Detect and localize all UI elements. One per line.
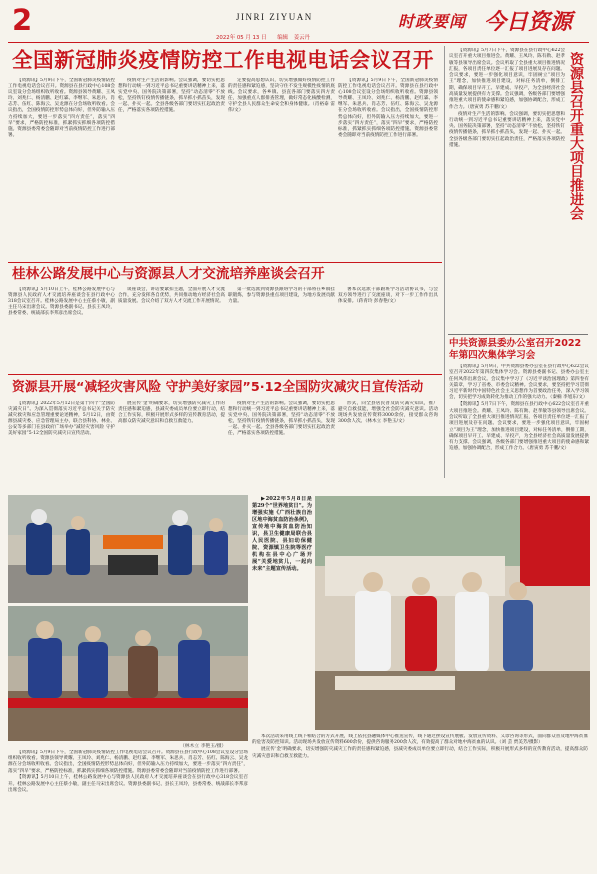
story1-headline: 全国新冠肺炎疫情防控工作电视电话会议召开: [12, 48, 434, 72]
section-title: 时政要闻: [398, 12, 467, 31]
story2-col-4-text: 署本次选派干部跟班学习活动协议书，与会双方领导进行了交流座谈，对下一步工作作出具体安排。（蒋青玲 彭春艳/文）: [338, 287, 438, 305]
story3-col-2: [118, 401, 225, 491]
story5-text: 【资源讯】5月9日，中共资源县委办公室在县行政中心622会议室召开2022年第四次集体学习会。资源县委副书记、县委办公室主任何凤伟出席会议。会议集中学习了《习近平谈治国理政》第四卷有关篇章，学习了省委、市委会议精神。会议要求，要坚持把学习贯彻习近平新时代中国特色社会主义思想作为首要政治任务，深入学习领会，切实把学习成效转化为推动工作的强大动力。（秦楠 李旭东/文）: [449, 364, 589, 401]
issue-date: 2022年 05 月 13 日: [216, 35, 267, 41]
story6-bottom: [252, 734, 588, 866]
story3-col-1-text: 【资源讯】2022年5月12日是第十四个“全国防灾减灾日”。为深入贯彻落实习近平总书记关于防灾减灾救灾和应急管理重要论述精神，5月12日，由资源县减灾委、应急管理局主办，联合县科协、林业、公安等多部门在县政府广场举办“减轻灾害风险 守护美好家园”5·12全国防灾减灾日宣传活动。: [8, 401, 115, 437]
story2-headline: 桂林公路发展中心与资源县人才交流培养座谈会召开: [12, 266, 325, 282]
masthead-rule: [8, 42, 589, 43]
story6-bottom-text: 本次活动采用线上线下相结合的方式开展，线上依托县融媒体中心推送宣传，线下通过摆设宣传展板、发放宣传资料、义诊咨询等形式，面向群众普及地中海贫血的危害及防控知识。活动现场共发放宣传资料600余份，提供咨询服务200余人次，有效提高了群众对地中海贫血的认识。（刘 芸 贾美芳/摄影）: [252, 734, 588, 746]
column-divider: [444, 46, 445, 478]
rescue-drill-photo: [8, 495, 248, 603]
story1-col-2: [118, 78, 225, 258]
story1-col-3: [228, 78, 335, 258]
story4-sidebar-headline: 资源县召开重大项目推进会: [568, 52, 584, 220]
story5-text-more: 【资源讯】5月7日下午，资源县在县行政中心622会议室召开重大项目推进会。黄耀、王凤玲、陈有勋、赵孝敏等县领导出席会议。会议听取了全县重大项目推进情况汇报，各项目责任单位逐一汇报了项目进展及存在问题。会议要求，要进一步强化项目意识，牢固树立“项目为王”理念，加快推进项目建设，对标任务清单，倒排工期，确保项目早开工、早建成、早投产，为全县经济社会高质量发展提供有力支撑。会议强调，各级各部门要增强推进重大项目的使命感和紧迫感，加强协调配合，形成工作合力。（唐寅勇 苏千鹏/文）: [449, 402, 589, 452]
story6-intro-text: ▶2022年5月8日是第29个“世界地贫日”。为增强实施《广西壮族自治区地中海贫血防治条例》，宣传地中海贫血防治知识，县卫生健康局联合县人民医院、县妇幼保健院、资源镇卫生院等医疗机构在县中心广场开展“关爱地贫儿，一起向未来”主题宣传活动。: [252, 496, 312, 572]
story1-col-1: [8, 78, 115, 258]
section-rule-5: [448, 334, 588, 335]
story2-col-1: [8, 287, 115, 375]
story5-headline: 中共资源县委办公室召开2022年第四次集体学习会: [449, 338, 582, 361]
story3-col-4-text: 形式，向全县居民普及防灾减灾知识，推广避灾自救技能，增强全社会防灾减灾意识。活动现场共发放宣传资料3000余份，接受群众咨询300余人次。（林木立 李艳玉/文）: [338, 401, 438, 425]
story3-continue: [8, 750, 248, 866]
photo-caption: （林木立 李艳玉/摄）: [180, 744, 227, 749]
story3-continue-text: 【资源讯】5月9日下午，全国新冠肺炎疫情防控工作电视电话会议召开。资源县在县行政中心108会议室设分会场组织收听收看。资源县领导黄耀、王凤玲、刘兆仁、杨清鹏、赵红霖、李继军、朱思兵、肖志芳、伍红、陈海云、吴龙源在分会场收听收看。会议指出，全国疫情防控形势总体向好，但外防输入压力持续加大，要进一步落实“四方责任”，落实“四早”要求，严格防控标准，抓紧抓实抓细各项防控措施。资源县委常委会随即对当前疫情防控工作进行部署。: [8, 750, 248, 774]
story3-col-1: [8, 401, 115, 491]
story1-col-2-text: 疫情对生产生活的影响。会议强调，要切实把思想和行动统一到习近平总书记重要讲话精神上来，落实党中央、国务院决策部署，坚持“动态清零”不放松，坚持铁钉疫情传播链条，抓早抓小抓苗头，发现一起、扑灭一起。全县各级各部门要切实扛起政治责任，严格落实各项防控措施。: [118, 78, 225, 114]
story2-col-3-text: 第一批选派到资源县跟班学习的干部将在乡镇挂职锻炼，参与资源县重点项目建设，为地方发展贡献力量。: [228, 287, 335, 305]
story1-col-4: [338, 78, 438, 258]
page-number: 2: [12, 3, 33, 37]
story4-text: 【资源讯】5月7日下午，资源县在县行政中心622会议室召开重大项目推进会。黄耀、王凤玲、陈有勋、赵孝敏等县领导出席会议。会议听取了全县重大项目推进情况汇报，各项目责任单位逐一汇报了项目进展及存在问题。会议要求，要进一步强化项目意识，牢固树立“项目为王”理念，加快推进项目建设，对标任务清单，倒排工期，确保项目早开工、早建成、早投产，为全县经济社会高质量发展提供有力支撑。会议强调，各级各部门要增强推进重大项目的使命感和紧迫感，加强协调配合，形成工作合力。（唐寅勇 苏千鹏/文）: [449, 48, 565, 110]
masthead-logo: 今日资源: [484, 9, 573, 35]
propaganda-stand-photo: [8, 606, 248, 741]
story2-col-3: [228, 287, 335, 375]
story3-col-3: [228, 401, 335, 491]
story6-intro: [252, 496, 312, 731]
editor-label: 编辑: [277, 35, 288, 41]
story4-text-more: 疫情对生产生活的影响。会议强调，要切实把思想和行动统一到习近平总书记重要讲话精神上来，落实党中央、国务院决策部署，坚持“动态清零”不放松，坚持铁钉疫情传播链条，抓早抓小抓苗头，发现一起、扑灭一起。全县各级各部门要切实扛起政治责任，严格落实各项防控措施。: [449, 111, 565, 149]
story3-col-4: [338, 401, 438, 491]
story2-col-4: [338, 287, 438, 375]
story2-col-1-text: 【资源讯】5月10日上午，桂林公路发展中心与资源县人民政府人才交流培养座谈会在县行政中心318会议室召开。桂林公路发展中心主任蔡小敏，副主任马宋出席会议。资源县委副书记、县长王凤玲，县委常委、统战部长李邦彦出席会议。: [8, 287, 115, 317]
editor-name: 姜云丹: [293, 35, 310, 41]
story1-col-1-text: 【资源讯】5月9日下午，全国新冠肺炎疫情防控工作电视电话会议召开。资源县在县行政中心108会议室设分会场组织收听收看。资源县领导黄耀、王凤玲、刘兆仁、杨清鹏、赵红霖、李继军、朱思兵、肖志芳、伍红、陈海云、吴龙源在分会场收听收看。会议指出，全国疫情防控形势总体向好，但外防输入压力持续加大，要进一步落实“四方责任”，落实“四早”要求，严格防控标准，抓紧抓实抓细各项防控措施。资源县委常委会随即对当前疫情防控工作进行部署。: [8, 78, 115, 138]
story4-body: [449, 48, 565, 324]
story3-col-2-text: 展宣传‘金’明确要求，切实增强防灾减灾工作的责任感和紧迫感，县减灾委成员单位要立即行动，结合工作实际，积极开展形式多样的宣传教育活动，提高群众防灾减灾意识和自救互救能力。: [118, 401, 225, 425]
section-rule-3: [8, 374, 442, 375]
story3-headline: 资源县开展“减轻灾害风险 守护美好家园”5·12全国防灾减灾日宣传活动: [12, 380, 424, 395]
section-rule-2: [8, 262, 442, 263]
story2-col-2: [118, 287, 225, 375]
story2-col-2-text: 谈座谈会，讲话要紧扣主题，全面开展人才交流合作，充分发挥各自优势，共同推动地方经济社会高质量发展。会议介绍了双方人才交流工作开展情况。: [118, 287, 225, 305]
paper-pinyin: JINRI ZIYUAN: [236, 12, 313, 22]
date-line: [216, 33, 310, 41]
health-event-photo: [315, 496, 590, 730]
story3-continue-text-2: 【资源讯】5月10日上午，桂林公路发展中心与资源县人民政府人才交流培养座谈会在县行政中心318会议室召开。桂林公路发展中心主任蔡小敏，副主任马宋出席会议。资源县委副书记、县长王凤玲，县委常委、统战部长李邦彦出席会议。: [8, 775, 248, 793]
story6-bottom-more: 展宣传‘金’明确要求，切实增强防灾减灾工作的责任感和紧迫感，县减灾委成员单位要立即行动，结合工作实际，积极开展形式多样的宣传教育活动，提高群众防灾减灾意识和自救互救能力。: [252, 747, 588, 759]
story1-col-3-text: 定要提高思想认识，切实增强做好疫情防控工作的责任感和紧迫感，坚决守住不发生规模性疫情的底线。会议要求，各乡镇、县直各部门要落实四方责任，加强重点人群排查管理，做好常态化核酸检测，守护全县人民群众生命安全和身体健康。（肖裕泰 雷伟/文）: [228, 78, 335, 114]
story3-col-3-text: 疫情对生产生活的影响。会议强调，要切实把思想和行动统一到习近平总书记重要讲话精神上来，落实党中央、国务院决策部署，坚持“动态清零”不放松，坚持铁钉疫情传播链条，抓早抓小抓苗头，发现一起、扑灭一起。全县各级各部门要切实扛起政治责任，严格落实各项防控措施。: [228, 401, 335, 437]
story1-col-4-text: 【资源讯】5月9日下午，全国新冠肺炎疫情防控工作电视电话会议召开。资源县在县行政中心108会议室设分会场组织收听收看。资源县领导黄耀、王凤玲、刘兆仁、杨清鹏、赵红霖、李继军、朱思兵、肖志芳、伍红、陈海云、吴龙源在分会场收听收看。会议指出，全国疫情防控形势总体向好，但外防输入压力持续加大，要进一步落实“四方责任”，落实“四早”要求，严格防控标准，抓紧抓实抓细各项防控措施。资源县委常委会随即对当前疫情防控工作进行部署。: [338, 78, 438, 138]
